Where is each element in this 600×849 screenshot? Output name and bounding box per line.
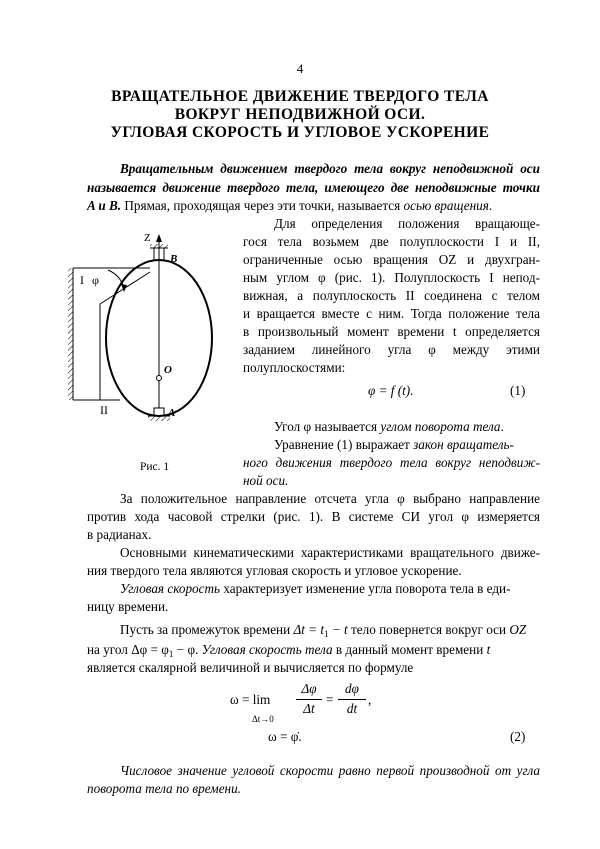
label-b: B <box>170 253 178 265</box>
figure-1 <box>60 228 242 428</box>
formula-2-frac2-num: dφ <box>345 681 359 696</box>
formula-2-frac1-num: Δφ <box>301 681 317 696</box>
p2-line-2: ния твердого тела являются угловая скорость и угловое ускорение. <box>87 563 462 578</box>
point-o <box>157 376 162 381</box>
formula-2-number: (2) <box>510 729 526 744</box>
label-z: Z <box>144 232 151 244</box>
formula-2-lim-sub: Δt→0 <box>252 714 274 724</box>
formula-2-frac1-den: Δt <box>303 701 315 716</box>
right-line-2: гося тела возьмем две полуплоскости I и II, <box>243 234 540 249</box>
formula-2-eq: = <box>326 692 334 707</box>
half-plane-ii <box>100 272 150 400</box>
eq-line-2: ного движения твердого тела вокруг неподвиж- <box>243 455 540 470</box>
formula-2-lim: ω = lim <box>230 692 271 707</box>
angle-arrow <box>121 284 127 292</box>
right-line-5: вижная, а полуплоскость II соединена с телом <box>243 288 540 303</box>
right-line-9: полуплоскостями: <box>243 360 346 375</box>
right-line-1: Для определения положения вращающе- <box>274 216 540 231</box>
page-number: 4 <box>296 61 304 76</box>
right-line-8: заданием линейного угла φ между этими <box>243 342 540 357</box>
angle-arc <box>108 270 124 290</box>
p3-line-2: ницу времени. <box>87 599 169 614</box>
p1-line-2: против хода часовой стрелки (рис. 1). В системе СИ угол φ измеряется <box>87 509 540 524</box>
label-a: A <box>168 407 176 419</box>
right-line-7: в произвольный момент времени t определяется <box>243 324 540 339</box>
figure-caption: Рис. 1 <box>140 461 170 473</box>
label-phi: φ <box>92 273 99 287</box>
intro-line-1: Вращательным движением твердого тела вокруг неподвижной оси <box>120 161 540 176</box>
formula-2-frac2-den: dt <box>346 701 358 716</box>
bearing-b-hatch <box>150 244 168 248</box>
title-line-3: УГЛОВАЯ СКОРОСТЬ И УГЛОВОЕ УСКОРЕНИЕ <box>110 124 490 141</box>
formula-1-number: (1) <box>510 383 526 398</box>
right-line-6: и вращается вместе с ним. Тогда положение тела <box>243 306 540 321</box>
bearing-a <box>154 408 164 416</box>
bearing-a-hatch <box>148 416 170 421</box>
formula-2-line-2: ω = φ̇. <box>268 729 302 744</box>
formula-1: φ = f (t). <box>368 383 414 398</box>
angle-sentence: Угол φ называется углом поворота тела. <box>274 419 504 434</box>
formula-2-comma: , <box>368 692 372 707</box>
intro-line-3: A и B. Прямая, проходящая через эти точки, называется осью вращения. <box>87 198 493 213</box>
eq-line-3: ной оси. <box>243 473 289 488</box>
p4-line-2: на угол $\Delta\varphi = \varphi_1 - \varphi$. Угловая скорость тела в данный момент времени t <box>87 642 491 659</box>
eq-line-1: Уравнение (1) выражает закон вращатель- <box>274 437 514 452</box>
title-line-2: ВОКРУГ НЕПОДВИЖНОЙ ОСИ. <box>174 106 426 123</box>
p1-line-1: За положительное направление отсчета угла φ выбрано направление <box>120 491 540 506</box>
label-o: O <box>164 364 172 376</box>
right-line-4: ным углом φ (рис. 1). Полуплоскость I непод- <box>243 270 540 285</box>
label-ii: II <box>100 403 108 417</box>
intro-line-2: называется движение твердого тела, имеющего две неподвижные точки <box>87 180 540 195</box>
axis-arrow <box>156 234 162 242</box>
p3-line-1: Угловая скорость характеризует изменение угла поворота тела в еди- <box>120 581 511 596</box>
wall-hatch <box>68 268 73 400</box>
p2-line-1: Основными кинематическими характеристиками вращательного движе- <box>120 545 540 560</box>
right-line-3: ограниченные осью вращения OZ и двухгран- <box>243 252 540 267</box>
conclusion-line-2: поворота тела по времени. <box>87 781 241 796</box>
label-i: I <box>80 273 84 287</box>
title-line-1: ВРАЩАТЕЛЬНОЕ ДВИЖЕНИЕ ТВЕРДОГО ТЕЛА <box>111 88 489 105</box>
p4-line-3: является скалярной величиной и вычисляется по формуле <box>87 660 414 675</box>
formula-2 <box>230 680 390 724</box>
p4-line-1: Пусть за промежуток времени $\Delta t = t_1 - t$ тело повернется вокруг оси OZ <box>120 622 527 639</box>
conclusion-line-1: Числовое значение угловой скорости равно первой производной от угла <box>120 763 540 778</box>
p1-line-3: в радианах. <box>87 527 152 542</box>
